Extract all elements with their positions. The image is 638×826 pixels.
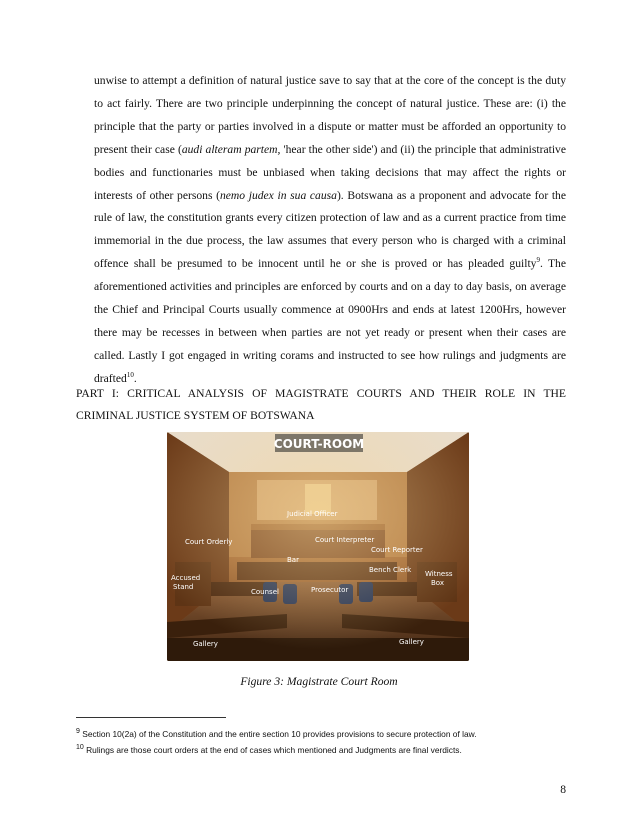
body-paragraph: [94, 70, 566, 391]
paragraph-segment: 'hear the other side') and (ii) the principle that administrative bodies and functionaries must be unbiased when taking decisions that may affect the rights or interests of other persons (: [94, 142, 567, 202]
figure-banner: COURT-ROOM: [273, 437, 365, 451]
footnote-10: [76, 742, 576, 758]
label-judicial-officer: Judicial Officer: [287, 510, 338, 518]
paragraph-segment: unwise to attempt a definition of natural justice save to say that at the core of the concept is the duty to act fairly. There are two principle underpinning the concept of natural justice. These are: (i) the principle that the party or parties involved in a dispute or matter must be afforded an opportunity to present their case (: [94, 74, 566, 156]
label-bar: Bar: [287, 556, 299, 564]
footnote-ref[interactable]: 10: [126, 370, 134, 379]
label-prosecutor: Prosecutor: [311, 586, 349, 594]
latin-phrase: audi alteram partem,: [181, 142, 281, 156]
label-accused-stand-2: Stand: [173, 583, 194, 591]
paragraph-segment: .: [133, 371, 137, 385]
section-heading: PART I: CRITICAL ANALYSIS OF MAGISTRATE COURTS AND THEIR ROLE IN THE CRIMINAL JUSTICE SYSTEM OF BOTSWANA: [76, 387, 566, 422]
courtroom-photo: [167, 432, 469, 661]
label-witness-box-1: Witness: [425, 570, 453, 578]
label-counsel: Counsel: [251, 588, 279, 596]
paragraph-text: [94, 70, 566, 391]
footnotes: [76, 726, 576, 758]
label-bench-clerk: Bench Clerk: [369, 566, 412, 574]
paragraph-segment: ). Botswana as a proponent and advocate for the rule of law, the constitution grants every citizen protection of law and as a current practice from time immemorial in the due process, the law assumes that every person who is charged with a criminal offence shall be presumed to be innocent until he or she is proved or has pleaded guilty: [94, 188, 566, 271]
figure-caption: Figure 3: Magistrate Court Room: [240, 675, 398, 688]
footnote-number: 9: [76, 728, 80, 736]
label-court-reporter: Court Reporter: [371, 546, 423, 554]
latin-phrase: nemo judex in sua causa: [219, 188, 337, 202]
footnote-text: Rulings are those court orders at the end of cases which mentioned and Judgments are final verdicts.: [83, 745, 462, 755]
label-gallery-right: Gallery: [399, 638, 424, 646]
label-court-orderly: Court Orderly: [185, 538, 233, 546]
footnote-9: [76, 726, 576, 742]
label-gallery-left: Gallery: [193, 640, 218, 648]
footnote-separator: [76, 717, 226, 718]
courtroom-figure: [167, 432, 469, 661]
label-court-interpreter: Court Interpreter: [315, 536, 375, 544]
page-number: 8: [560, 783, 566, 796]
footnote-number: 10: [76, 744, 84, 752]
label-accused-stand-1: Accused: [171, 574, 201, 582]
footnote-ref[interactable]: 9: [536, 256, 540, 265]
footnote-text: Section 10(2a) of the Constitution and the entire section 10 provides provisions to secure protection of law.: [79, 729, 477, 739]
label-witness-box-2: Box: [431, 579, 445, 587]
paragraph-segment: . The aforementioned activities and principles are enforced by courts and on a day to day basis, on average the Chief and Principal Courts usually commence at 0900Hrs and ends at latest 1200Hrs, however there may be recesses in between when parties are not yet ready or present when their cases are called. Lastly I got engaged in writing corams and instructed to see how rulings and judgments are drafted: [94, 257, 566, 385]
